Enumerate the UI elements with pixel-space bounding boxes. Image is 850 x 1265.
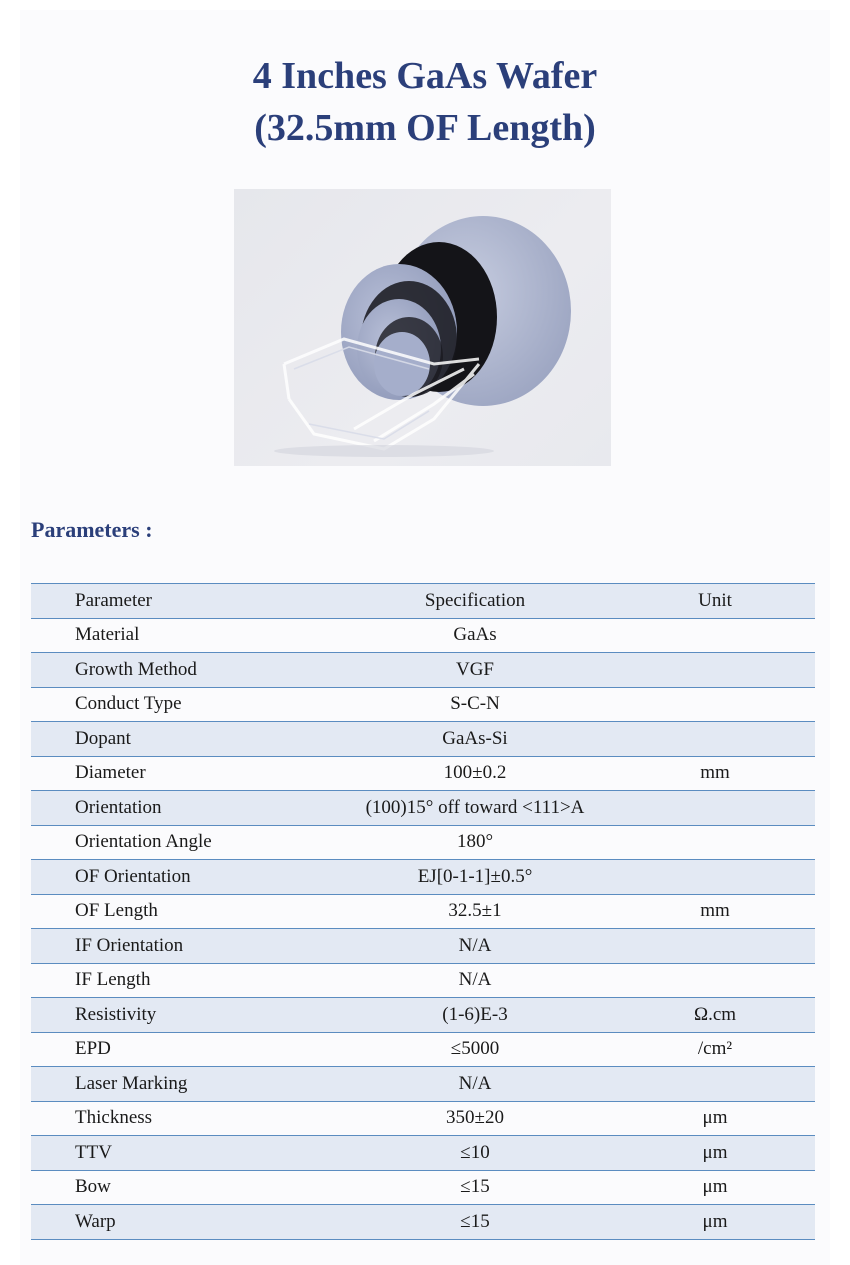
header-unit: Unit [625, 584, 815, 619]
row-parameter: Orientation Angle [31, 825, 325, 860]
table-row [31, 1067, 815, 1102]
header-parameter: Parameter [31, 584, 325, 619]
row-specification: ≤5000 [325, 1032, 625, 1067]
table-row [31, 1136, 815, 1171]
row-specification: ≤15 [325, 1205, 625, 1240]
row-parameter: IF Orientation [31, 929, 325, 964]
table-row [31, 756, 815, 791]
row-specification: N/A [325, 929, 625, 964]
row-specification: 32.5±1 [325, 894, 625, 929]
document-page [20, 10, 830, 1265]
row-parameter: IF Length [31, 963, 325, 998]
row-specification: (1-6)E-3 [325, 998, 625, 1033]
row-parameter: Thickness [31, 1101, 325, 1136]
row-unit [625, 963, 815, 998]
row-parameter: OF Orientation [31, 860, 325, 895]
row-parameter: Laser Marking [31, 1067, 325, 1102]
row-unit [625, 618, 815, 653]
table-row [31, 1170, 815, 1205]
table-row [31, 653, 815, 688]
row-unit: μm [625, 1170, 815, 1205]
row-parameter: Warp [31, 1205, 325, 1240]
row-specification: EJ[0-1-1]±0.5° [325, 860, 625, 895]
row-unit: mm [625, 894, 815, 929]
row-specification: VGF [325, 653, 625, 688]
table-row [31, 1032, 815, 1067]
table-row [31, 1205, 815, 1240]
table-row [31, 860, 815, 895]
table-row [31, 618, 815, 653]
row-parameter: OF Length [31, 894, 325, 929]
row-unit: /cm² [625, 1032, 815, 1067]
row-unit [625, 722, 815, 757]
row-unit [625, 791, 815, 826]
row-specification: (100)15° off toward <111>A [325, 791, 625, 826]
page-title [20, 50, 830, 154]
table-row [31, 722, 815, 757]
row-specification: 350±20 [325, 1101, 625, 1136]
row-parameter: Bow [31, 1170, 325, 1205]
row-unit [625, 687, 815, 722]
row-unit: μm [625, 1136, 815, 1171]
wafer-product-photo [234, 189, 611, 466]
row-parameter: Conduct Type [31, 687, 325, 722]
row-unit: mm [625, 756, 815, 791]
table-row [31, 963, 815, 998]
row-parameter: Material [31, 618, 325, 653]
table-row [31, 791, 815, 826]
row-specification: N/A [325, 1067, 625, 1102]
table-row [31, 929, 815, 964]
table-row [31, 1101, 815, 1136]
title-line-2: (32.5mm OF Length) [254, 107, 596, 149]
table-row [31, 998, 815, 1033]
row-parameter: Growth Method [31, 653, 325, 688]
row-parameter: Dopant [31, 722, 325, 757]
table-row [31, 825, 815, 860]
table-row [31, 687, 815, 722]
row-unit: μm [625, 1101, 815, 1136]
row-unit [625, 929, 815, 964]
table-row [31, 894, 815, 929]
row-parameter: Diameter [31, 756, 325, 791]
row-specification: GaAs-Si [325, 722, 625, 757]
row-parameter: EPD [31, 1032, 325, 1067]
row-unit: μm [625, 1205, 815, 1240]
row-specification: 100±0.2 [325, 756, 625, 791]
row-specification: ≤10 [325, 1136, 625, 1171]
section-heading-parameters: Parameters : [31, 517, 153, 542]
row-specification: N/A [325, 963, 625, 998]
title-line-1: 4 Inches GaAs Wafer [252, 55, 598, 97]
row-parameter: Orientation [31, 791, 325, 826]
parameters-table [31, 583, 815, 1240]
row-parameter: TTV [31, 1136, 325, 1171]
row-specification: S-C-N [325, 687, 625, 722]
row-unit: Ω.cm [625, 998, 815, 1033]
row-unit [625, 1067, 815, 1102]
row-specification: 180° [325, 825, 625, 860]
table-header-row [31, 584, 815, 619]
row-specification: ≤15 [325, 1170, 625, 1205]
header-specification: Specification [325, 584, 625, 619]
row-specification: GaAs [325, 618, 625, 653]
row-parameter: Resistivity [31, 998, 325, 1033]
row-unit [625, 825, 815, 860]
row-unit [625, 653, 815, 688]
row-unit [625, 860, 815, 895]
